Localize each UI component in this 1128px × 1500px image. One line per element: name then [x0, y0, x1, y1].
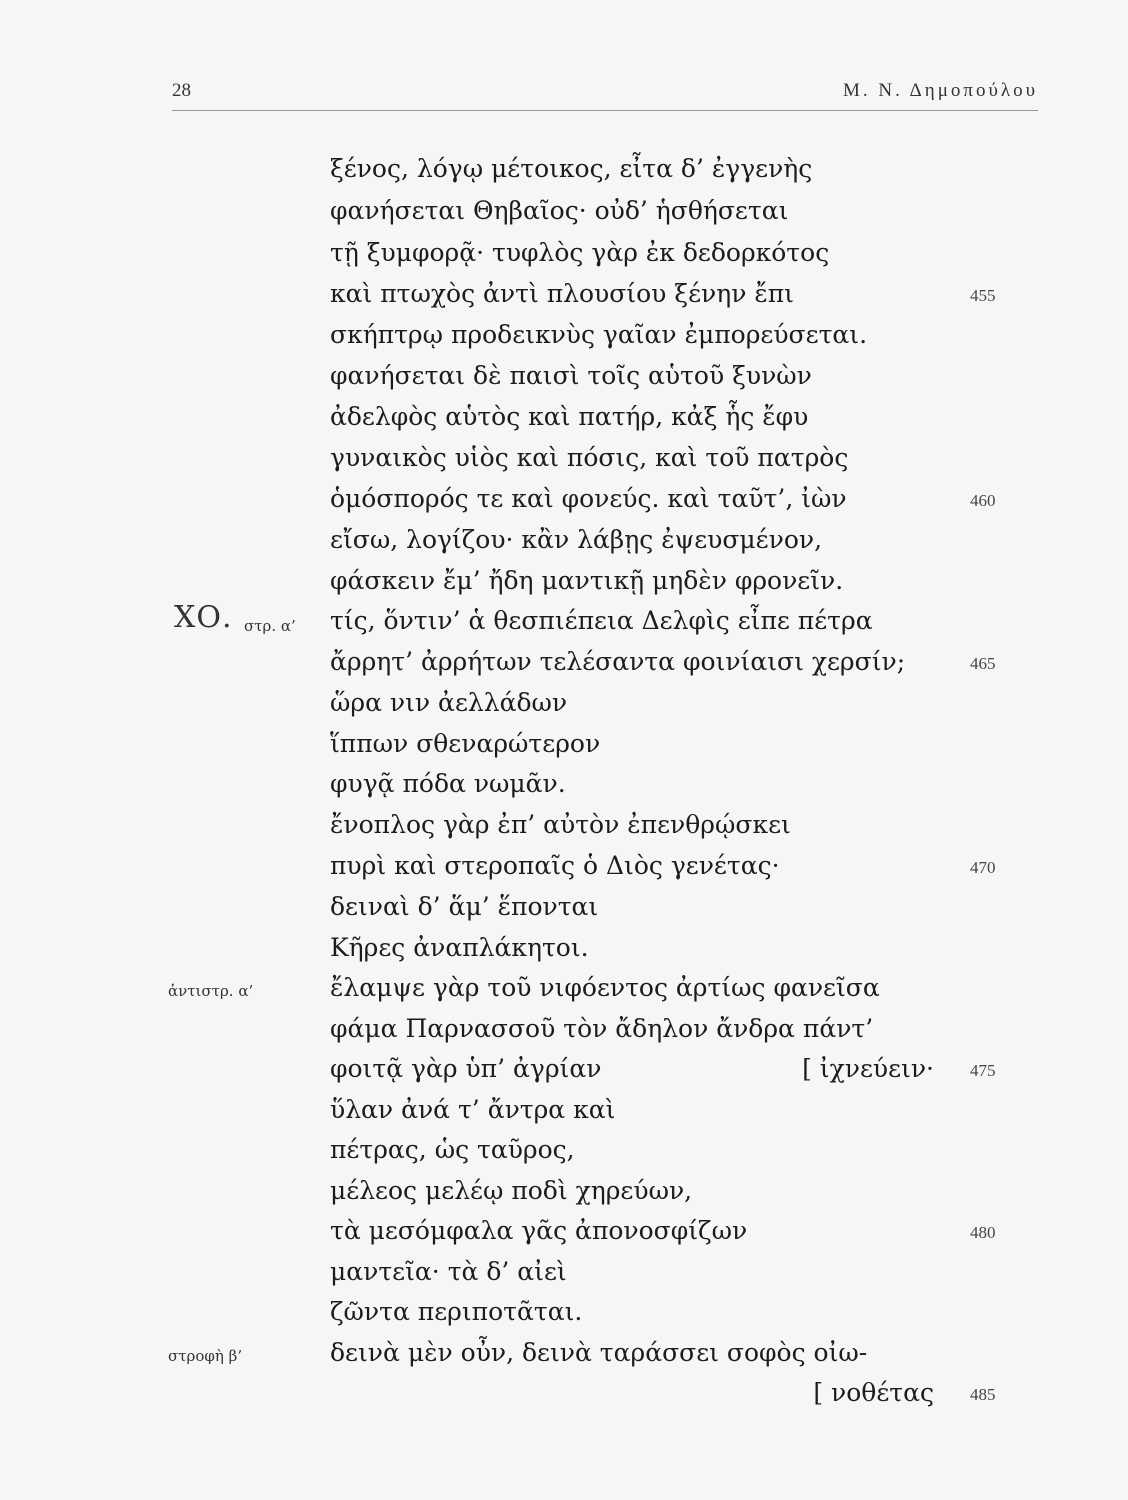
verse-line: δειναὶ δ’ ἅμ’ ἕπονται: [330, 892, 599, 921]
verse-line: τῇ ξυμφορᾷ· τυφλὸς γὰρ ἐκ δεδορκότος: [330, 238, 830, 267]
verse-line: καὶ πτωχὸς ἀντὶ πλουσίου ξένην ἔπι: [330, 279, 794, 308]
strophe-b-marker: στροφὴ β’: [168, 1347, 243, 1365]
verse-line: σκήπτρῳ προδεικνὺς γαῖαν ἐμπορεύσεται.: [330, 320, 868, 349]
verse-line: ὥρα νιν ἀελλάδων: [330, 688, 568, 717]
verse-continuation: [ νοθέτας: [813, 1378, 934, 1407]
speaker-label: ΧΟ.: [174, 600, 233, 635]
verse-line: τὰ μεσόμφαλα γᾶς ἀπονοσφίζων: [330, 1216, 748, 1245]
verse-line: πέτρας, ὡς ταῦρος,: [330, 1135, 575, 1164]
verse-line: φανήσεται δὲ παισὶ τοῖς αὑτοῦ ξυνὼν: [330, 361, 812, 390]
line-number: 455: [970, 286, 996, 305]
line-number: 465: [970, 654, 996, 673]
page-number: 28: [172, 80, 191, 101]
verse-line: ἔλαμψε γὰρ τοῦ νιφόεντος ἀρτίως φανεῖσα: [330, 973, 880, 1002]
line-number: 485: [970, 1385, 996, 1404]
verse-line: φανήσεται Θηβαῖος· οὐδ’ ἡσθήσεται: [330, 196, 789, 225]
verse-line: φάμα Παρνασσοῦ τὸν ἄδηλον ἄνδρα πάντ’: [330, 1014, 874, 1043]
strophe-marker: στρ. α’: [244, 617, 296, 635]
antistrophe-marker: ἀντιστρ. α’: [168, 982, 254, 1000]
verse-line: ὁμόσπορός τε καὶ φονεύς. καὶ ταῦτ’, ἰὼν: [330, 484, 847, 513]
verse-line: πυρὶ καὶ στεροπαῖς ὁ Διὸς γενέτας·: [330, 851, 780, 880]
line-number: 460: [970, 491, 996, 510]
running-header: [172, 80, 1038, 111]
verse-continuation: [ ἰχνεύειν·: [802, 1054, 934, 1083]
verse-line: ἀδελφὸς αὑτὸς καὶ πατήρ, κἀξ ἧς ἔφυ: [330, 402, 809, 431]
verse-line: φυγᾷ πόδα νωμᾶν.: [330, 769, 566, 798]
verse-line: ἔνοπλος γὰρ ἐπ’ αὐτὸν ἐπενθρῴσκει: [330, 810, 791, 839]
verse-line: τίς, ὅντιν’ ἁ θεσπιέπεια Δελφὶς εἶπε πέτρα: [330, 606, 873, 635]
line-number: 470: [970, 858, 996, 877]
verse-line: μέλεος μελέῳ ποδὶ χηρεύων,: [330, 1176, 693, 1205]
verse-line: φοιτᾷ γὰρ ὑπ’ ἀγρίαν: [330, 1054, 602, 1083]
line-number: 480: [970, 1223, 996, 1242]
line-number: 475: [970, 1061, 996, 1080]
verse-line: γυναικὸς υἱὸς καὶ πόσις, καὶ τοῦ πατρὸς: [330, 443, 849, 472]
verse-line: ἄρρητ’ ἀρρήτων τελέσαντα φοινίαισι χερσίν;: [330, 647, 906, 676]
verse-line: μαντεῖα· τὰ δ’ αἰεὶ: [330, 1257, 567, 1286]
verse-line: ξένος, λόγῳ μέτοικος, εἶτα δ’ ἐγγενὴς: [330, 154, 813, 183]
verse-line: ζῶντα περιποτᾶται.: [330, 1297, 583, 1326]
verse-line: φάσκειν ἔμ’ ἤδη μαντικῇ μηδὲν φρονεῖν.: [330, 566, 844, 595]
running-head-author: Μ. Ν. Δημοπούλου: [842, 80, 1038, 101]
verse-line: ὕλαν ἀνά τ’ ἄντρα καὶ: [330, 1095, 616, 1124]
verse-line: εἴσω, λογίζου· κἂν λάβῃς ἐψευσμένον,: [330, 525, 823, 554]
verse-line: Κῆρες ἀναπλάκητοι.: [330, 933, 589, 962]
verse-line: ἵππων σθεναρώτερον: [330, 729, 601, 758]
verse-line: δεινὰ μὲν οὖν, δεινὰ ταράσσει σοφὸς οἰω-: [330, 1338, 868, 1367]
